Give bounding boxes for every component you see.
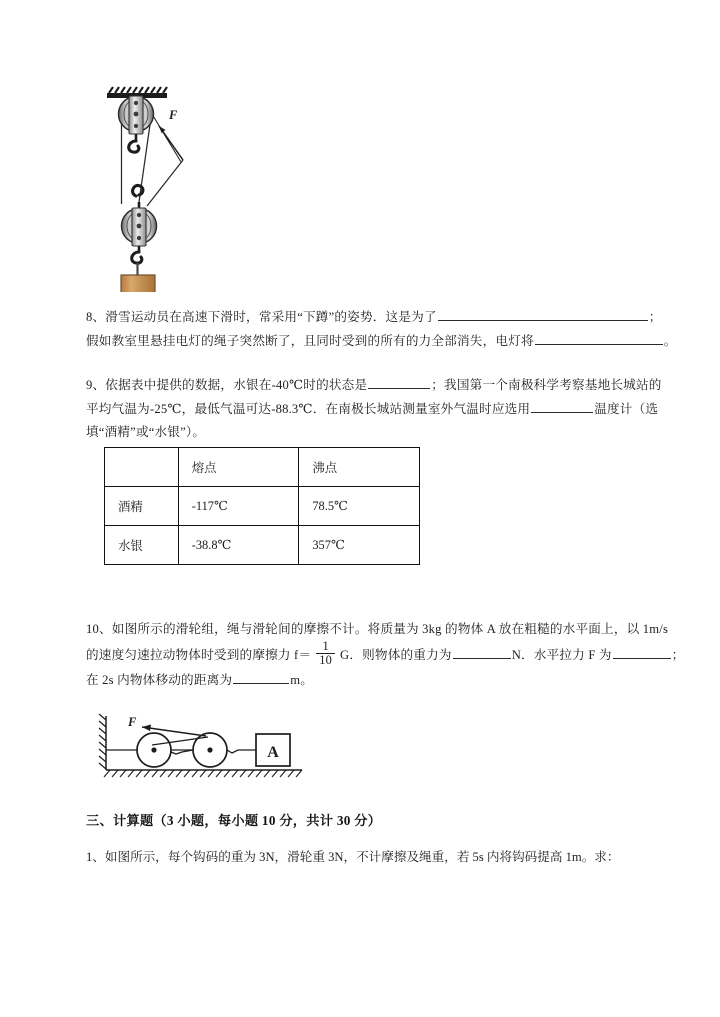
table-cell-boiling: 357℃ [299,526,420,565]
q9-blank-1[interactable] [368,376,430,389]
q9-line-1 [86,374,674,398]
table-cell-melting: -38.8℃ [178,526,299,565]
section-heading-calculation: 三、计算题（3 小题，每小题 10 分，共计 30 分） [86,813,382,828]
table-header-cell-boiling: 沸点 [299,448,420,487]
q10-line2-mid: G．则物体的重力为 [340,647,452,662]
q10-blank-1[interactable] [453,646,511,659]
q9-line2-tail: 温度计（选 [594,401,659,416]
q8-line1-text: 8、滑雪运动员在高速下滑时，常采用“下蹲”的姿势．这是为了 [86,310,437,324]
q8-line2-text: 假如教室里悬挂电灯的绳子突然断了，且同时受到的所有的力全部消失，电灯将 [86,333,534,348]
rope-to-block [227,750,256,753]
calculation-question-1: 1、如图所示，每个钩码的重为 3N，滑轮重 3N，不计摩擦及绳重，若 5s 内将钩码提高 1m。求： [86,850,620,864]
hanging-load-block [121,263,155,292]
force-arrow-F [159,126,183,160]
table-cell-boiling: 78.5℃ [299,487,420,526]
q10-blank-2[interactable] [613,646,671,659]
q10-line-1: 10、如图所示的滑轮组，绳与滑轮间的摩擦不计。将质量为 3kg 的物体 A 放在粗糙的水平面上，以 1m/s [86,622,669,636]
q8-line1-punct: ； [648,310,662,324]
force-label-F: F [169,108,178,122]
q8-blank-1[interactable] [438,308,648,321]
q10-line-3 [86,669,674,693]
table-cell-melting: -117℃ [178,487,299,526]
q8-blank-2[interactable] [535,332,663,345]
table-header-row [105,448,420,487]
q9-line1-tail: ；我国第一个南极科学考察基地长城站的 [431,378,662,392]
melting-boiling-point-table [104,447,420,565]
wall-support [99,714,106,770]
force-label-F: F [128,715,137,729]
q8-line-2 [86,330,677,354]
table-cell-substance: 酒精 [105,487,179,526]
q10-line3-unit: m。 [290,672,314,687]
q9-line1-text: 9、依据表中提供的数据，水银在-40℃时的状态是 [86,378,368,392]
pulley-hoist-svg [95,84,225,292]
fraction-numerator: 1 [322,638,329,653]
table-header-cell-melting: 熔点 [178,448,299,487]
fraction-denominator: 10 [316,653,335,667]
block-and-tackle-pulley-diagram [95,84,225,292]
fraction-one-tenth [316,640,335,667]
q8-line2-punct: 。 [663,333,677,348]
q9-line2-text: 平均气温为-25℃，最低气温可达-88.3℃．在南极长城站测量室外气温时应选用 [86,401,531,416]
q9-line-2 [86,398,674,422]
question-10 [86,618,685,692]
q10-line3-text: 在 2s 内物体移动的距离为 [86,672,233,687]
question-9 [86,374,674,445]
q9-line-3: 填“酒精”或“水银”）。 [86,425,206,439]
table-row [105,526,420,565]
fixed-pulley-upper [119,96,154,152]
q9-blank-2[interactable] [531,400,593,413]
q10-blank-3[interactable] [233,671,289,684]
connecting-rope [171,750,193,754]
table-header-cell-blank [105,448,179,487]
q10-line2-mid2: N．水平拉力 F 为 [511,647,612,662]
table-row [105,487,420,526]
q10-line-2 [86,638,685,669]
question-8 [86,306,677,353]
block-A [256,734,290,766]
ground-surface [104,770,302,777]
pulley-table-svg [96,712,310,784]
q10-line2-text: 的速度匀速拉动物体时受到的摩擦力 f＝ [86,647,312,662]
movable-pulley-lower [122,185,157,263]
pulley-on-table-diagram [96,712,310,784]
q10-line2-punct: ； [671,647,685,662]
table-cell-substance: 水银 [105,526,179,565]
block-A-label: A [267,744,279,761]
q8-line-1 [86,306,674,330]
movable-pulley-left [137,733,171,767]
